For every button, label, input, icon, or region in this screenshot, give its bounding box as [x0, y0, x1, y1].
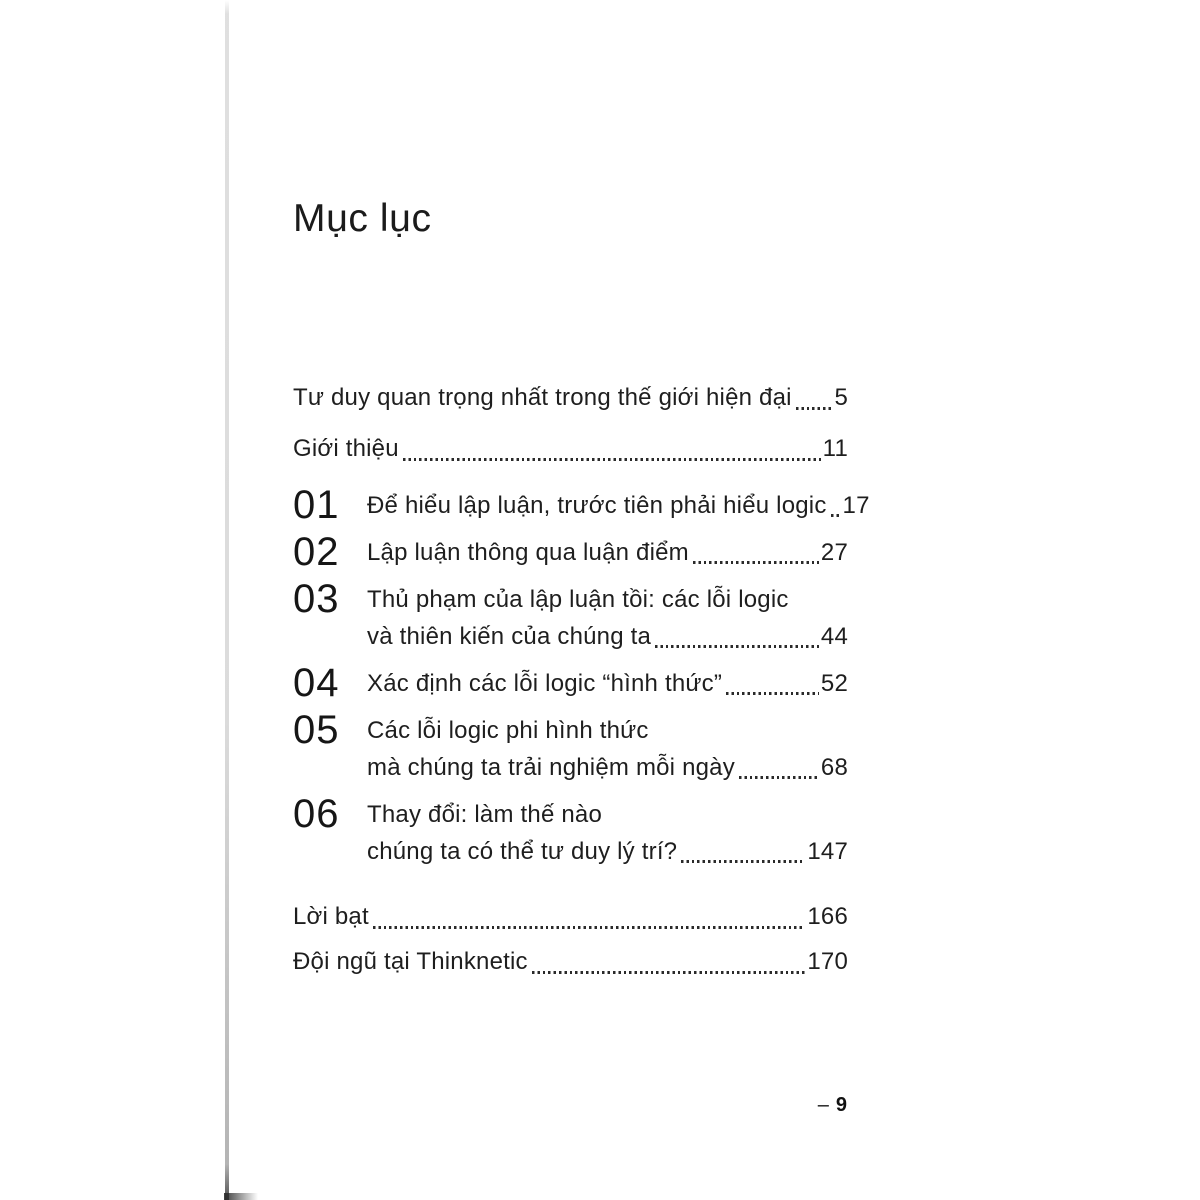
chapter-title: Để hiểu lập luận, trước tiên phải hiểu logic: [367, 492, 827, 519]
chapter-number: 02: [293, 530, 340, 574]
toc-chapter-02: [293, 530, 848, 574]
dot-leader: [726, 692, 819, 695]
toc-chapter-06: [293, 792, 848, 870]
chapter-page: 27: [820, 539, 848, 566]
page-edge-shadow: [225, 0, 229, 1200]
toc-chapter-05: [293, 708, 848, 786]
dot-leader: [831, 514, 841, 517]
chapter-title: Thay đổi: làm thế nào: [367, 801, 603, 828]
chapter-page: 44: [820, 623, 848, 650]
toc-entry-label: Giới thiệu: [293, 435, 399, 462]
dot-leader: [655, 645, 819, 648]
chapter-body: [367, 712, 848, 786]
toc-chapter-03: [293, 577, 848, 655]
chapter-body: [367, 534, 848, 571]
chapter-page: 17: [842, 492, 870, 519]
dot-leader: [796, 407, 833, 410]
toc-entry-label: Tư duy quan trọng nhất trong thế giới hiện đại: [293, 384, 792, 411]
toc-entry: [293, 429, 848, 469]
chapter-title-line: [367, 487, 870, 524]
chapter-title-continued: và thiên kiến của chúng ta: [367, 623, 652, 650]
toc-chapter-01: [293, 483, 870, 527]
chapter-title-line: [367, 581, 848, 618]
page-title: Mục lục: [293, 197, 432, 240]
chapter-title-continued: mà chúng ta trải nghiệm mỗi ngày: [367, 754, 735, 781]
chapter-page: 68: [820, 754, 848, 781]
chapter-body: [367, 487, 870, 524]
chapter-body: [367, 665, 848, 702]
chapter-page: 52: [820, 670, 848, 697]
toc-entry: [293, 897, 848, 937]
chapter-title: Xác định các lỗi logic “hình thức”: [367, 670, 723, 697]
dot-leader: [532, 971, 806, 974]
chapter-title-line: [367, 665, 848, 702]
toc-back-matter: [293, 897, 848, 987]
chapter-number: 03: [293, 577, 340, 621]
chapter-title: Các lỗi logic phi hình thức: [367, 717, 649, 744]
dot-leader: [681, 860, 805, 863]
toc-entry-page: 166: [807, 903, 848, 930]
chapter-page: 147: [807, 838, 848, 865]
dot-leader: [739, 776, 819, 779]
toc-entry-page: 170: [807, 948, 848, 975]
toc-front-matter: [293, 378, 848, 480]
chapter-number: 06: [293, 792, 340, 836]
page-folio: [818, 1094, 848, 1117]
chapter-title-line: [367, 618, 848, 655]
folio-number: 9: [835, 1094, 848, 1116]
toc-entry-page: 5: [834, 384, 848, 411]
chapter-title-line: [367, 534, 848, 571]
dot-leader: [693, 561, 819, 564]
toc-entry: [293, 942, 848, 982]
chapter-body: [367, 796, 848, 870]
folio-dash: –: [817, 1094, 830, 1116]
chapter-number: 05: [293, 708, 340, 752]
page-corner-shadow: [224, 1193, 258, 1200]
chapter-title: Lập luận thông qua luận điểm: [367, 539, 689, 566]
chapter-title-line: [367, 796, 848, 833]
toc-chapter-list: [293, 483, 870, 880]
chapter-title-continued: chúng ta có thể tư duy lý trí?: [367, 838, 678, 865]
chapter-title-line: [367, 749, 848, 786]
toc-entry-page: 11: [822, 435, 848, 462]
toc-entry: [293, 378, 848, 418]
toc-content: [293, 0, 870, 1200]
dot-leader: [373, 926, 805, 929]
chapter-number: 01: [293, 483, 340, 527]
toc-chapter-04: [293, 661, 848, 705]
chapter-body: [367, 581, 848, 655]
toc-entry-label: Đội ngũ tại Thinknetic: [293, 948, 528, 975]
chapter-title: Thủ phạm của lập luận tồi: các lỗi logic: [367, 586, 789, 613]
chapter-title-line: [367, 833, 848, 870]
chapter-title-line: [367, 712, 848, 749]
toc-entry-label: Lời bạt: [293, 903, 369, 930]
chapter-number: 04: [293, 661, 340, 705]
dot-leader: [403, 458, 821, 461]
